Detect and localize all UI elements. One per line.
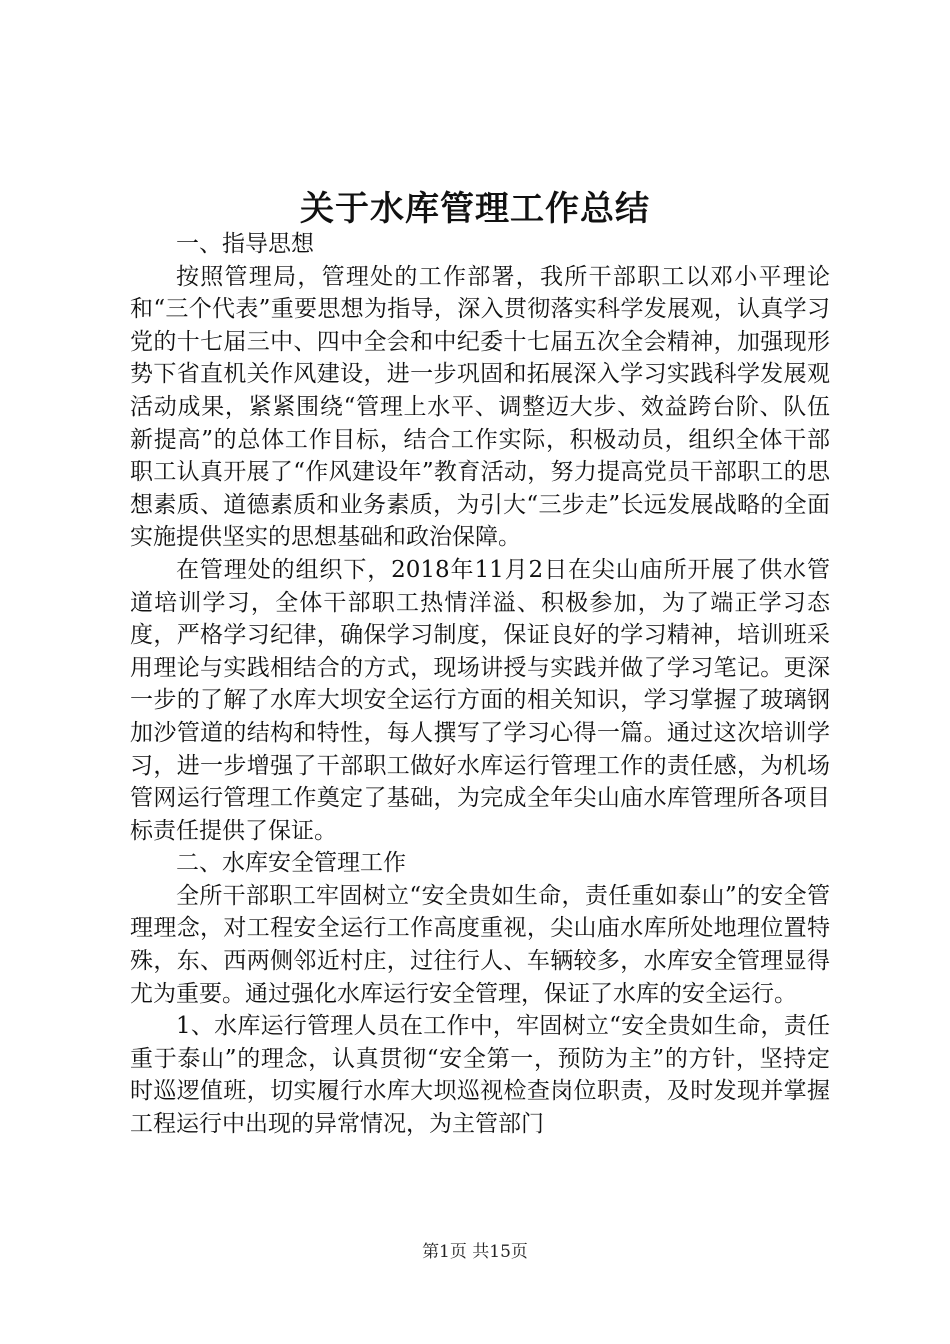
paragraph-work-deployment: 按照管理局，管理处的工作部署，我所干部职工以邓小平理论和“三个代表”重要思想为指导，深入贯彻落实科学发展观，认真学习党的十七届三中、四中全会和中纪委十七届五次全会精神，加强现形势下省直机关作风建设，进一步巩固和拓展深入学习实践科学发展观活动成果，紧紧围绕“管理上水平、调整迈大步、效益跨台阶、队伍新提高”的总体工作目标，结合工作实际，积极动员，组织全体干部职工认真开展了“作风建设年”教育活动，努力提高党员干部职工的思想素质、道德素质和业务素质，为引大“三步走”长远发展战略的全面实施提供坚实的思想基础和政治保障。 — [130, 263, 830, 551]
paragraph-safety-concept: 全所干部职工牢固树立“安全贵如生命，责任重如泰山”的安全管理理念，对工程安全运行工作高度重视，尖山庙水库所处地理位置特殊，东、西两侧邻近村庄，过往行人、车辆较多，水库安全管理显得尤为重要。通过强化水库运行安全管理，保证了水库的安全运行。 — [130, 882, 830, 1007]
section-heading-safety-management: 二、水库安全管理工作 — [176, 850, 406, 877]
paragraph-training: 在管理处的组织下，2018年11月2日在尖山庙所开展了供水管道培训学习，全体干部职工热情洋溢、积极参加，为了端正学习态度，严格学习纪律，确保学习制度，保证良好的学习精神，培训班采用理论与实践相结合的方式，现场讲授与实践并做了学习笔记。更深一步的了解了水库大坝安全运行方面的相关知识，学习掌握了玻璃钢加沙管道的结构和特性，每人撰写了学习心得一篇。通过这次培训学习，进一步增强了干部职工做好水库运行管理工作的责任感，为机场管网运行管理工作奠定了基础，为完成全年尖山庙水库管理所各项目标责任提供了保证。 — [130, 556, 830, 844]
document-body — [130, 228, 830, 1141]
section-heading-guiding-thought: 一、指导思想 — [176, 231, 314, 257]
document-title: 关于水库管理工作总结 — [300, 189, 650, 229]
paragraph-patrol-duty: 1、水库运行管理人员在工作中，牢固树立“安全贵如生命，责任重于泰山”的理念，认真贯彻“安全第一，预防为主”的方针，坚持定时巡逻值班，切实履行水库大坝巡视检查岗位职责，及时发现并掌握工程运行中出现的异常情况，为主管部门 — [130, 1013, 830, 1138]
page-footer: 第1页 共15页 — [422, 1242, 528, 1262]
